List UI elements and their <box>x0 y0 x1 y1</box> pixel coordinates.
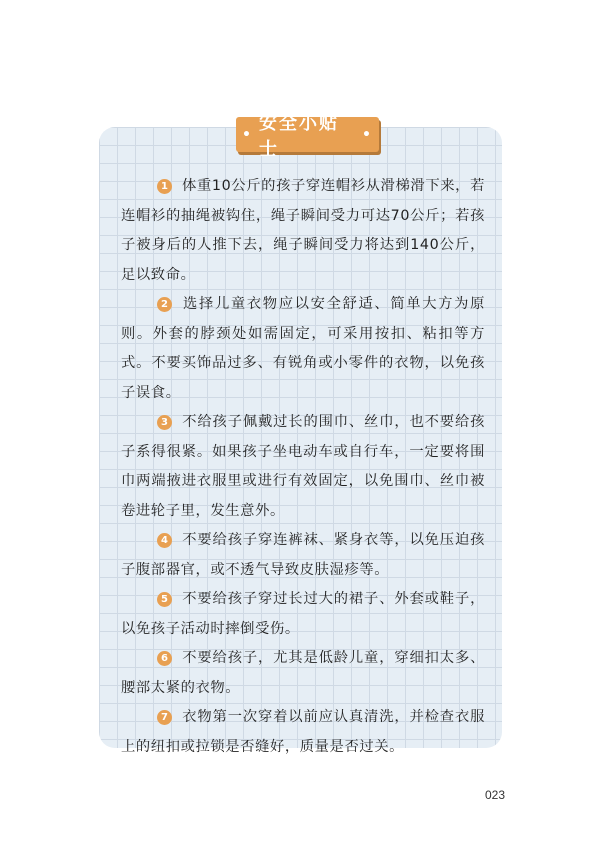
title-dot-right: • <box>362 126 373 143</box>
tip-text: 不给孩子佩戴过长的围巾、丝巾，也不要给孩子系得很紧。如果孩子坐电动车或自行车，一定要将围巾两端掖进衣服里或进行有效固定，以免围巾、丝巾被卷进轮子里，发生意外。 <box>121 414 485 519</box>
tip-number-badge: 4 <box>157 533 172 548</box>
tip-text: 选择儿童衣物应以安全舒适、简单大方为原则。外套的脖颈处如需固定，可采用按扣、粘扣等方式。不要买饰品过多、有锐角或小零件的衣物，以免孩子误食。 <box>121 296 485 401</box>
title-dot-left: • <box>242 126 253 143</box>
tip-item <box>121 526 485 585</box>
tip-number-badge: 5 <box>157 592 172 607</box>
tip-text: 不要给孩子穿连裤袜、紧身衣等，以免压迫孩子腹部器官，或不透气导致皮肤湿疹等。 <box>121 532 485 578</box>
tip-item <box>121 172 485 290</box>
tip-item <box>121 585 485 644</box>
tip-number-badge: 6 <box>157 651 172 666</box>
tip-item <box>121 408 485 526</box>
tips-list <box>121 172 485 762</box>
tip-number-badge: 1 <box>157 179 172 194</box>
tip-text: 体重10公斤的孩子穿连帽衫从滑梯滑下来，若连帽衫的抽绳被钩住，绳子瞬间受力可达70公斤；若孩子被身后的人推下去，绳子瞬间受力将达到140公斤，足以致命。 <box>121 178 485 283</box>
tip-text: 衣物第一次穿着以前应认真清洗，并检查衣服上的纽扣或拉锁是否缝好，质量是否过关。 <box>121 709 485 755</box>
tip-number-badge: 3 <box>157 415 172 430</box>
safety-tips-title-banner <box>236 112 379 160</box>
tip-text: 不要给孩子，尤其是低龄儿童，穿细扣太多、腰部太紧的衣物。 <box>121 650 485 696</box>
safety-tips-title: 安全小贴士 <box>258 112 339 160</box>
tip-number-badge: 2 <box>157 297 172 312</box>
page-number: 023 <box>485 788 506 802</box>
tip-text: 不要给孩子穿过长过大的裙子、外套或鞋子，以免孩子活动时摔倒受伤。 <box>121 591 485 637</box>
tip-item <box>121 644 485 703</box>
tip-item <box>121 290 485 408</box>
tip-item <box>121 703 485 762</box>
tip-number-badge: 7 <box>157 710 172 725</box>
